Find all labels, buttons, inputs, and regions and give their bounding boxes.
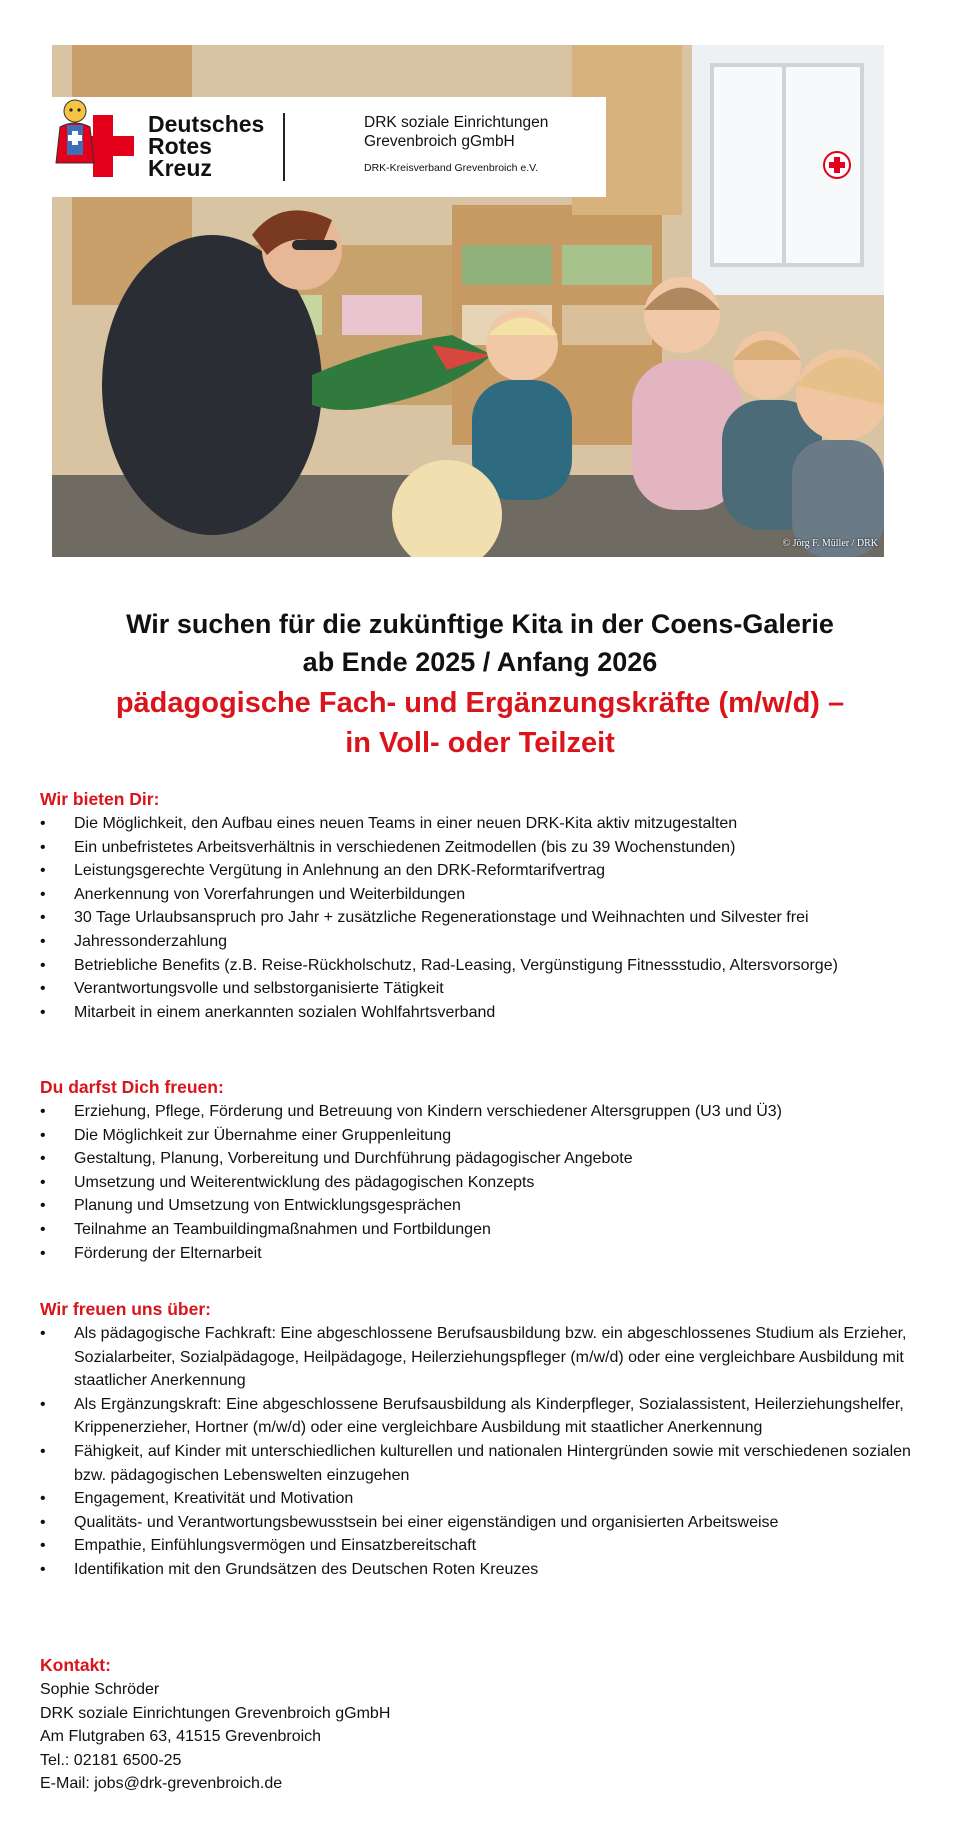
list-item: • Leistungsgerechte Vergütung in Anlehnung an den DRK-Reformtarifvertrag — [40, 859, 920, 883]
list-item: • Erziehung, Pflege, Förderung und Betreuung von Kindern verschiedener Altersgruppen (U3 und Ü3) — [40, 1100, 920, 1124]
org-text — [364, 113, 548, 174]
list-item: • Jahressonderzahlung — [40, 930, 920, 954]
list-item: • Als Ergänzungskraft: Eine abgeschlossene Berufsausbildung als Kinderpfleger, Sozialassistent, Heilerziehungshelfer, Krippenerzieher, Hortner (m/w/d) oder eine vergleichbare Ausbildung mit staatlicher Anerkennung — [40, 1393, 920, 1440]
offer-list — [40, 812, 920, 1024]
headline-position: pädagogische Fach- und Ergänzungskräfte (m/w/d) – — [115, 687, 845, 719]
drk-wordmark-line1: Deutsches — [148, 111, 265, 137]
contact-name: Sophie Schröder — [40, 1681, 160, 1698]
list-item: • Die Möglichkeit, den Aufbau eines neuen Teams in einer neuen DRK-Kita aktiv mitzugestalten — [40, 812, 920, 836]
job-headline — [0, 605, 960, 763]
tasks-list — [40, 1100, 920, 1265]
list-item: • Als pädagogische Fachkraft: Eine abgeschlossene Berufsausbildung bzw. ein abgeschlossenes Studium als Erzieher, Sozialarbeiter, Sozialpädagoge, Heilpädagoge, Heilerziehungspfleger (m/w/d) oder eine vergleichbare Ausbildung mit staatlicher Anerkennung — [40, 1322, 920, 1393]
contact-phone: Tel.: 02181 6500-25 — [40, 1751, 182, 1769]
list-item: • 30 Tage Urlaubsanspruch pro Jahr + zusätzliche Regenerationstage und Weihnachten und Silvester frei — [40, 906, 920, 930]
logo-banner — [52, 97, 606, 197]
list-item: • Mitarbeit in einem anerkannten sozialen Wohlfahrtsverband — [40, 1001, 920, 1025]
list-item: • Planung und Umsetzung von Entwicklungsgesprächen — [40, 1194, 920, 1218]
list-item: • Umsetzung und Weiterentwicklung des pädagogischen Konzepts — [40, 1171, 920, 1195]
list-item: • Die Möglichkeit zur Übernahme einer Gruppenleitung — [40, 1124, 920, 1148]
profile-title: Wir freuen uns über: — [40, 1299, 211, 1319]
profile-list — [40, 1322, 920, 1582]
list-item: • Identifikation mit den Grundsätzen des Deutschen Roten Kreuzes — [40, 1558, 920, 1582]
tasks-section — [40, 1076, 920, 1265]
headline-worktime: in Voll- oder Teilzeit — [345, 727, 615, 759]
photo-credit: © Jörg F. Müller / DRK — [782, 538, 878, 549]
drk-wordmark — [148, 113, 264, 179]
offer-section — [40, 788, 920, 1024]
logo-divider — [283, 113, 285, 181]
drk-wordmark-line3: Kreuz — [148, 155, 212, 181]
list-item: • Teilnahme an Teambuildingmaßnahmen und Fortbildungen — [40, 1218, 920, 1242]
hero-photo — [52, 45, 884, 557]
list-item: • Ein unbefristetes Arbeitsverhältnis in verschiedenen Zeitmodellen (bis zu 39 Wochenstunden) — [40, 836, 920, 860]
tasks-title: Du darfst Dich freuen: — [40, 1077, 224, 1097]
headline-line1: Wir suchen für die zukünftige Kita in der Coens-Galerie — [126, 609, 834, 639]
list-item: • Gestaltung, Planung, Vorbereitung und Durchführung pädagogischer Angebote — [40, 1147, 920, 1171]
list-item: • Förderung der Elternarbeit — [40, 1242, 920, 1266]
mascot-icon — [52, 97, 98, 169]
offer-title: Wir bieten Dir: — [40, 789, 160, 809]
list-item: • Anerkennung von Vorerfahrungen und Weiterbildungen — [40, 883, 920, 907]
contact-address: Am Flutgraben 63, 41515 Grevenbroich — [40, 1728, 322, 1746]
drk-wordmark-line2: Rotes — [148, 133, 212, 159]
org-name-line1: DRK soziale Einrichtungen — [364, 114, 549, 131]
list-item: • Qualitäts- und Verantwortungsbewusstsein bei einer eigenständigen und organisierten Arbeitsweise — [40, 1511, 920, 1535]
list-item: • Empathie, Einfühlungsvermögen und Einsatzbereitschaft — [40, 1534, 920, 1558]
profile-section — [40, 1298, 920, 1582]
list-item: • Fähigkeit, auf Kinder mit unterschiedlichen kulturellen und nationalen Hintergründen sowie mit verschiedenen sozialen bzw. pädagogischen Lebenswelten einzugehen — [40, 1440, 920, 1487]
list-item: • Betriebliche Benefits (z.B. Reise-Rückholschutz, Rad-Leasing, Vergünstigung Fitnessstudio, Altersvorsorge) — [40, 954, 920, 978]
headline-line2: ab Ende 2025 / Anfang 2026 — [302, 647, 658, 677]
contact-section — [40, 1654, 920, 1796]
list-item: • Verantwortungsvolle und selbstorganisierte Tätigkeit — [40, 977, 920, 1001]
org-name-line2: Grevenbroich gGmbH — [364, 133, 515, 150]
contact-title: Kontakt: — [40, 1655, 111, 1675]
contact-org: DRK soziale Einrichtungen Grevenbroich gGmbH — [40, 1704, 391, 1722]
contact-email: E-Mail: jobs@drk-grevenbroich.de — [40, 1775, 283, 1793]
org-subtitle: DRK-Kreisverband Grevenbroich e.V. — [364, 162, 539, 174]
list-item: • Engagement, Kreativität und Motivation — [40, 1487, 920, 1511]
